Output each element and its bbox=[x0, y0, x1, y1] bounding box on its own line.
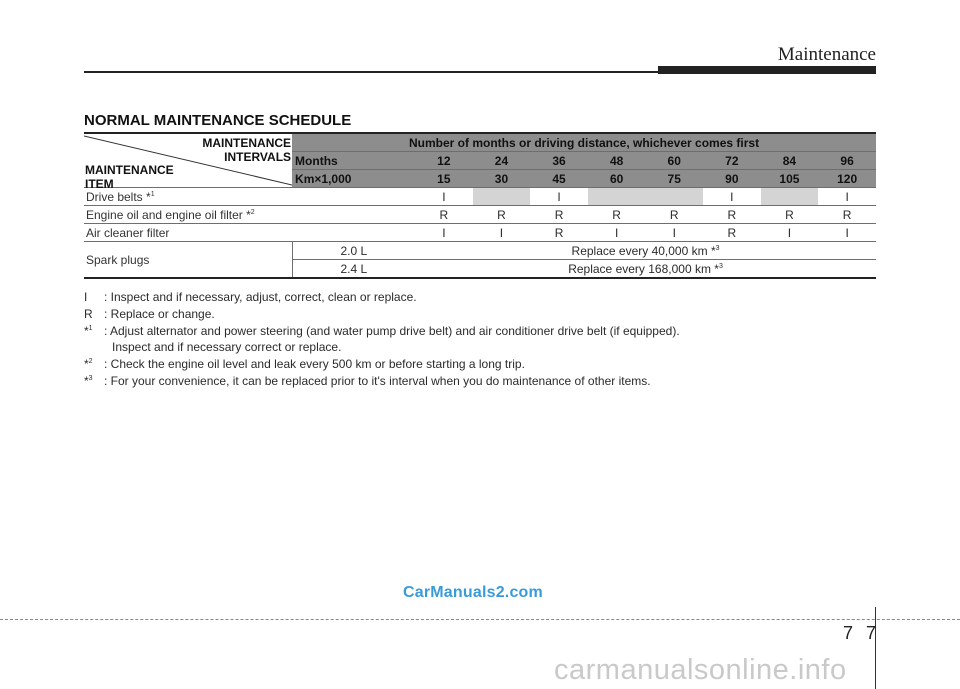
note-text: : Replace or change. bbox=[104, 307, 215, 321]
note-mark: I bbox=[84, 290, 88, 304]
site-watermark: carmanualsonline.info bbox=[554, 654, 847, 686]
span-header: Number of months or driving distance, whichever comes first bbox=[292, 133, 876, 152]
footnote-marker: 3 bbox=[718, 262, 723, 270]
footer-dashed-rule bbox=[0, 619, 960, 620]
schedule-cell bbox=[473, 188, 531, 206]
chapter-number: 7 bbox=[842, 623, 853, 643]
intervals-label bbox=[202, 136, 291, 164]
months-cell: 84 bbox=[761, 152, 819, 170]
corner-header-cell bbox=[84, 133, 292, 191]
note-mark-star: * bbox=[84, 324, 89, 338]
intervals-label-line1: MAINTENANCE bbox=[202, 136, 292, 150]
note-text: : For your convenience, it can be replaced prior to it's interval when you do maintenance of other items. bbox=[104, 374, 651, 388]
header-rule bbox=[84, 71, 658, 73]
note-text-continued: Inspect and if necessary correct or replace. bbox=[112, 340, 342, 354]
schedule-cell bbox=[645, 188, 703, 206]
schedule-cell: R bbox=[818, 206, 876, 224]
schedule-cell: R bbox=[530, 206, 588, 224]
schedule-cell bbox=[588, 188, 646, 206]
months-cell: 12 bbox=[415, 152, 473, 170]
spark-interval-2-0 bbox=[415, 242, 876, 260]
item-label-line2: ITEM bbox=[85, 177, 114, 191]
note-text: : Adjust alternator and power steering (and water pump drive belt) and air conditioner drive belt (if equipped). bbox=[104, 324, 680, 338]
item-label-text: Drive belts * bbox=[86, 189, 151, 204]
note-mark: R bbox=[84, 307, 93, 321]
spark-spec-2-4: 2.4 L bbox=[292, 260, 415, 279]
schedule-cell: R bbox=[415, 206, 473, 224]
note-mark-star: * bbox=[84, 357, 89, 371]
note-mark-sup: 1 bbox=[88, 325, 93, 332]
km-cell: 30 bbox=[473, 170, 531, 188]
km-cell: 15 bbox=[415, 170, 473, 188]
schedule-cell: I bbox=[703, 188, 761, 206]
schedule-cell: I bbox=[588, 224, 646, 242]
note-inspect bbox=[84, 289, 680, 305]
page-in-chapter: 7 bbox=[866, 623, 877, 643]
months-cell: 48 bbox=[588, 152, 646, 170]
schedule-cell: R bbox=[761, 206, 819, 224]
section-title: Maintenance bbox=[777, 44, 876, 65]
table-row bbox=[84, 224, 876, 242]
months-label: Months bbox=[292, 152, 415, 170]
note-footnote-2 bbox=[84, 356, 680, 372]
note-mark bbox=[84, 323, 93, 339]
header-bar bbox=[658, 66, 876, 74]
table-row bbox=[84, 242, 876, 260]
spark-interval-2-4 bbox=[415, 260, 876, 279]
item-label-line1: MAINTENANCE bbox=[85, 163, 174, 177]
schedule-title: NORMAL MAINTENANCE SCHEDULE bbox=[84, 112, 352, 129]
km-cell: 75 bbox=[645, 170, 703, 188]
header-row-span bbox=[84, 133, 876, 152]
footnote-marker: 1 bbox=[150, 190, 155, 198]
months-cell: 96 bbox=[818, 152, 876, 170]
note-text: : Check the engine oil level and leak every 500 km or before starting a long trip. bbox=[104, 357, 525, 371]
item-label-text: Air cleaner filter bbox=[86, 225, 170, 240]
schedule-cell: I bbox=[761, 224, 819, 242]
item-label-text: Engine oil and engine oil filter * bbox=[86, 207, 251, 222]
schedule-cell: I bbox=[415, 224, 473, 242]
note-mark-star: * bbox=[84, 374, 89, 388]
months-cell: 36 bbox=[530, 152, 588, 170]
intervals-label-line2: INTERVALS bbox=[224, 150, 292, 164]
schedule-cell bbox=[761, 188, 819, 206]
note-text: : Inspect and if necessary, adjust, correct, clean or replace. bbox=[104, 290, 417, 304]
schedule-cell: R bbox=[530, 224, 588, 242]
item-spark-plugs: Spark plugs bbox=[84, 242, 292, 279]
months-cell: 60 bbox=[645, 152, 703, 170]
item-air-cleaner bbox=[84, 224, 415, 242]
km-cell: 45 bbox=[530, 170, 588, 188]
page-number-separator bbox=[875, 607, 876, 689]
km-cell: 105 bbox=[761, 170, 819, 188]
km-cell: 60 bbox=[588, 170, 646, 188]
item-label bbox=[85, 163, 174, 191]
schedule-cell: I bbox=[415, 188, 473, 206]
schedule-cell: I bbox=[818, 188, 876, 206]
legend-notes bbox=[84, 289, 680, 390]
note-mark bbox=[84, 356, 93, 372]
schedule-cell: R bbox=[703, 206, 761, 224]
note-mark bbox=[84, 373, 93, 389]
months-cell: 24 bbox=[473, 152, 531, 170]
note-replace bbox=[84, 306, 680, 322]
item-engine-oil bbox=[84, 206, 415, 224]
schedule-cell: I bbox=[473, 224, 531, 242]
km-cell: 120 bbox=[818, 170, 876, 188]
schedule-cell: I bbox=[530, 188, 588, 206]
schedule-cell: R bbox=[703, 224, 761, 242]
schedule-cell: R bbox=[473, 206, 531, 224]
note-footnote-1 bbox=[84, 323, 680, 355]
km-label: Km×1,000 bbox=[292, 170, 415, 188]
schedule-cell: R bbox=[645, 206, 703, 224]
spark-interval-text: Replace every 168,000 km * bbox=[568, 261, 719, 276]
watermark-link[interactable]: CarManuals2.com bbox=[403, 584, 543, 601]
spark-spec-2-0: 2.0 L bbox=[292, 242, 415, 260]
schedule-cell: R bbox=[588, 206, 646, 224]
table-row bbox=[84, 206, 876, 224]
note-mark-sup: 2 bbox=[88, 358, 93, 365]
note-mark-sup: 3 bbox=[88, 375, 93, 382]
km-cell: 90 bbox=[703, 170, 761, 188]
schedule-cell: I bbox=[645, 224, 703, 242]
note-footnote-3 bbox=[84, 373, 680, 389]
footnote-marker: 2 bbox=[250, 208, 255, 216]
spark-interval-text: Replace every 40,000 km * bbox=[571, 243, 716, 258]
table-row bbox=[84, 188, 876, 206]
months-cell: 72 bbox=[703, 152, 761, 170]
maintenance-schedule-table bbox=[84, 132, 876, 279]
footnote-marker: 3 bbox=[715, 244, 720, 252]
schedule-cell: I bbox=[818, 224, 876, 242]
